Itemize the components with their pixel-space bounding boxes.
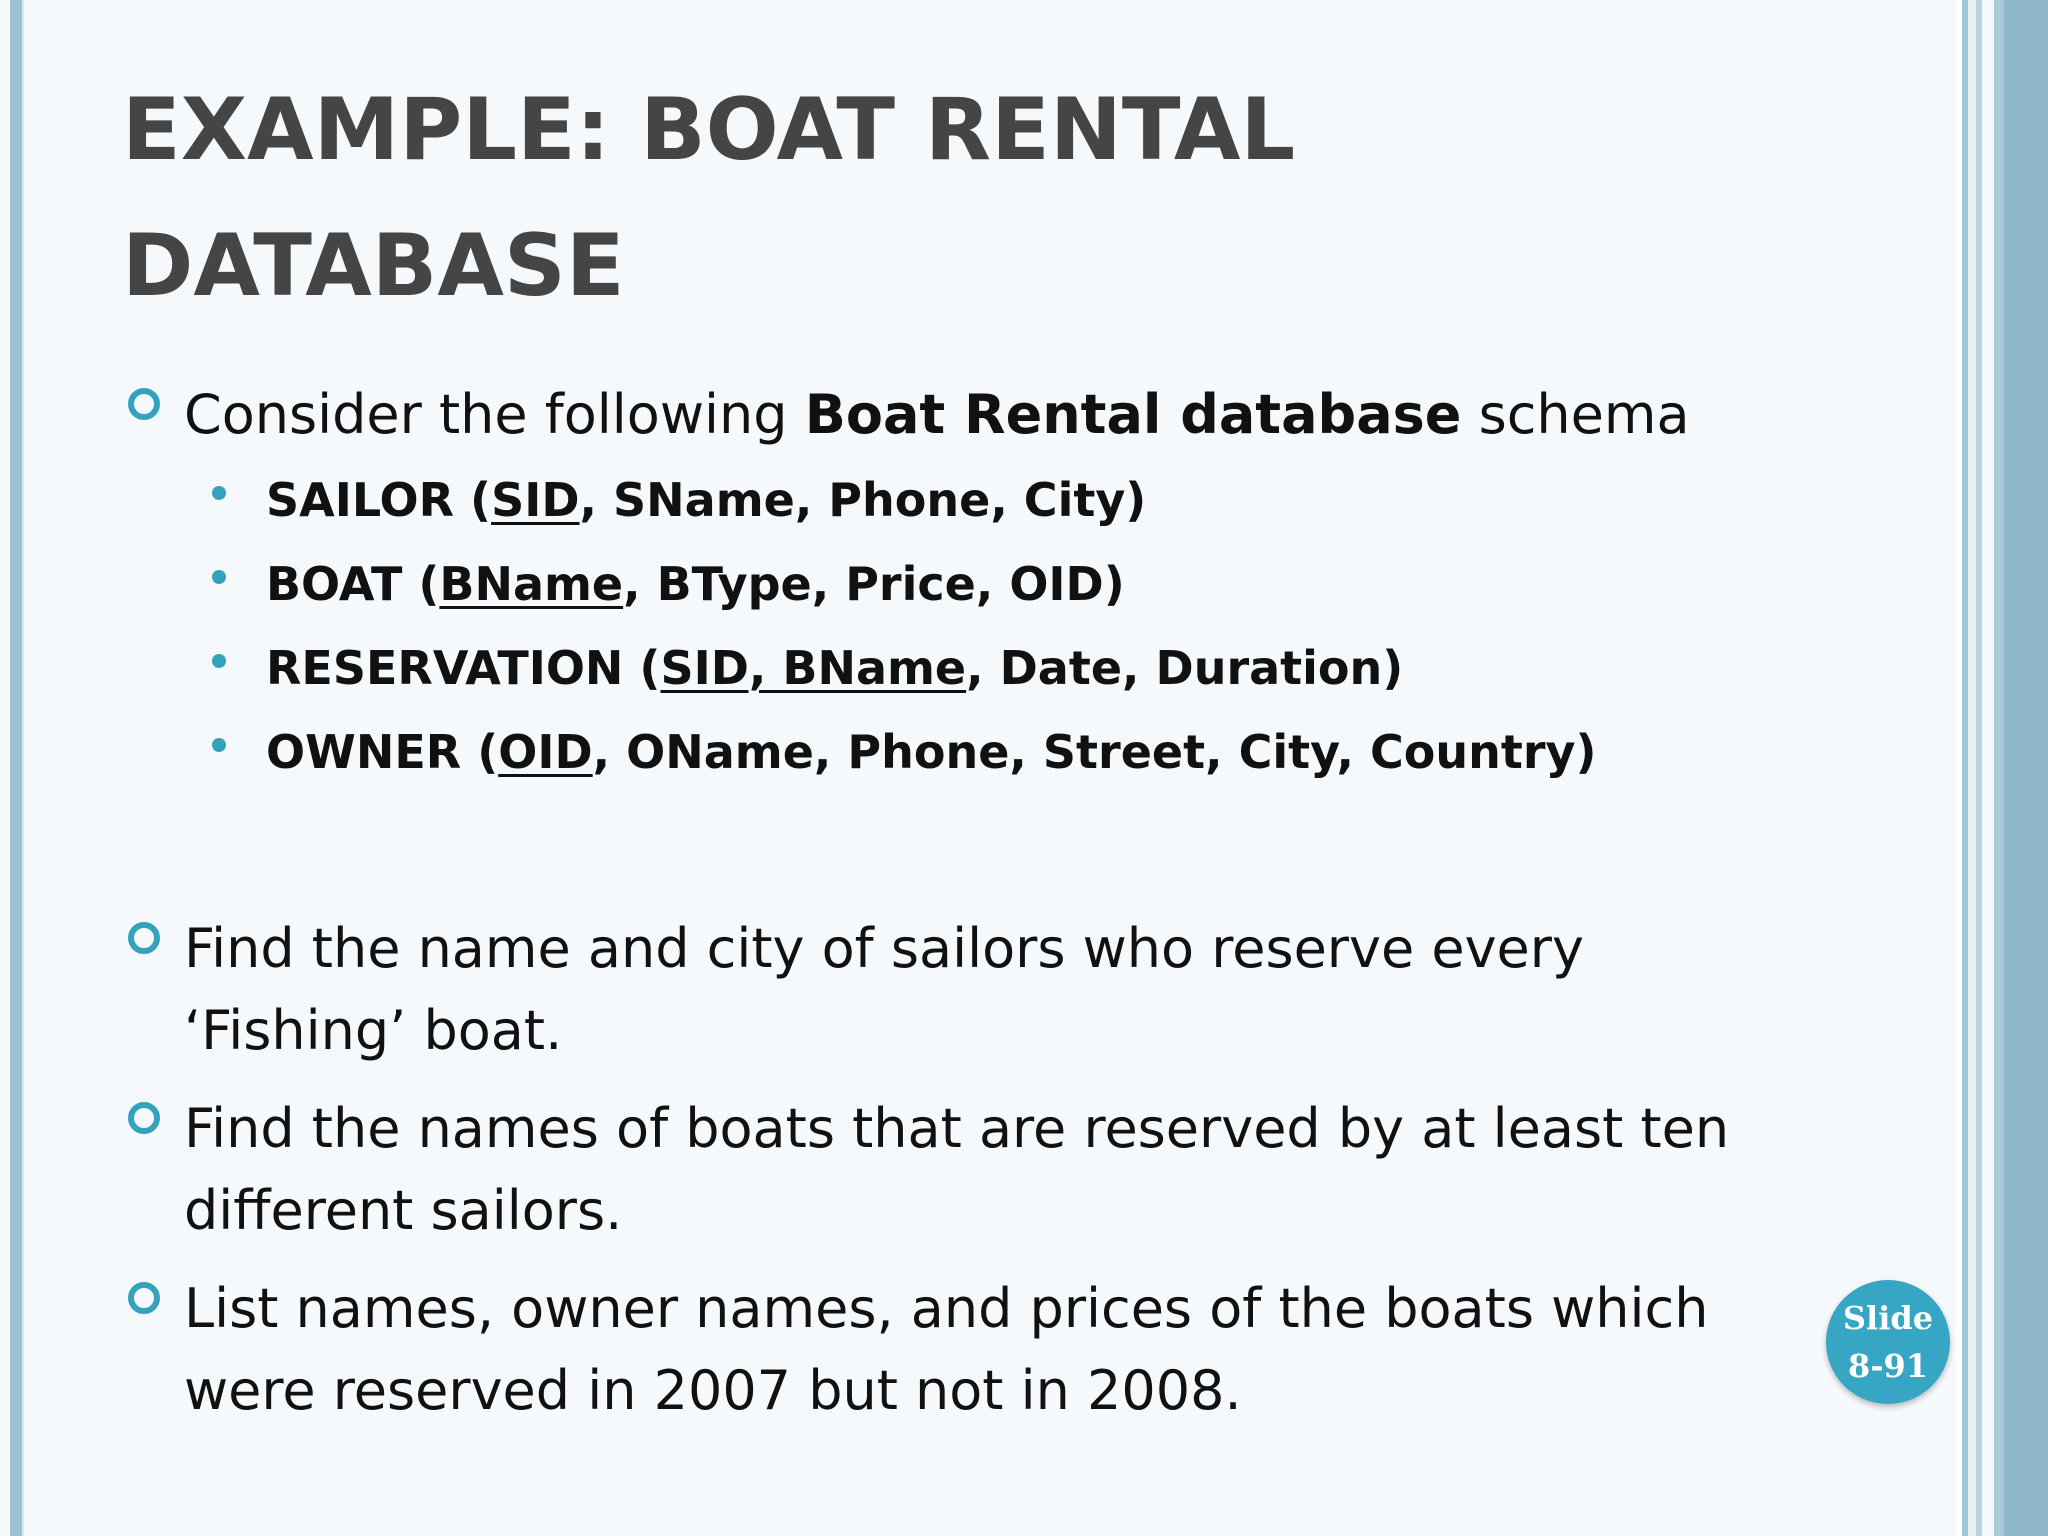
intro-suffix-text: schema [1461,383,1690,446]
schema-owner [266,722,1766,782]
left-accent-bar [10,0,22,1536]
relation-name: OWNER ( [266,725,499,779]
sub-bullet-dot-icon [212,654,226,668]
slide-badge-number: 8-91 [1847,1347,1929,1385]
bullet-ring-icon [128,922,160,954]
schema-boat [266,554,1766,614]
bullet-ring-icon [128,388,160,420]
relation-attributes: , OName, Phone, Street, City, Country) [592,725,1597,779]
relation-attributes: , SName, Phone, City) [579,473,1147,527]
sub-bullet-dot-icon [212,570,226,584]
relation-attributes: , Date, Duration) [966,641,1404,695]
intro-bullet [184,374,1784,456]
relation-name: RESERVATION ( [266,641,661,695]
bullet-ring-icon [128,1282,160,1314]
primary-key: OID [498,725,593,779]
right-decorative-stripes [1956,0,2048,1536]
question-line-2: were reserved in 2007 but not in 2008. [184,1359,1242,1422]
intro-bold-text: Boat Rental database [804,383,1462,446]
sub-bullet-dot-icon [212,486,226,500]
schema-reservation [266,638,1766,698]
intro-text: Consider the following [184,383,805,446]
bullet-ring-icon [128,1102,160,1134]
question-line-1: Find the names of boats that are reserved by at least ten [184,1097,1730,1160]
slide-title-line-1: EXAMPLE: BOAT RENTAL [122,80,1296,180]
slide-badge-label: Slide [1842,1299,1934,1337]
primary-key: SID, BName [660,641,967,695]
primary-key: SID [491,473,580,527]
question-line-1: List names, owner names, and prices of the boats which [184,1277,1709,1340]
schema-sailor [266,470,1766,530]
question-bullet-1 [184,908,1784,1072]
question-bullet-3 [184,1268,1784,1432]
question-line-2: different sailors. [184,1179,623,1242]
relation-name: SAILOR ( [266,473,492,527]
question-line-2: ‘Fishing’ boat. [184,999,563,1062]
left-accent-line [22,0,24,1536]
question-bullet-2 [184,1088,1784,1252]
slide-number-badge [1826,1280,1950,1404]
slide-title-line-2: DATABASE [122,216,625,316]
sub-bullet-dot-icon [212,738,226,752]
primary-key: BName [439,557,624,611]
relation-name: BOAT ( [266,557,440,611]
question-line-1: Find the name and city of sailors who reserve every [184,917,1584,980]
slide-title [122,62,1822,334]
relation-attributes: , BType, Price, OID) [623,557,1125,611]
